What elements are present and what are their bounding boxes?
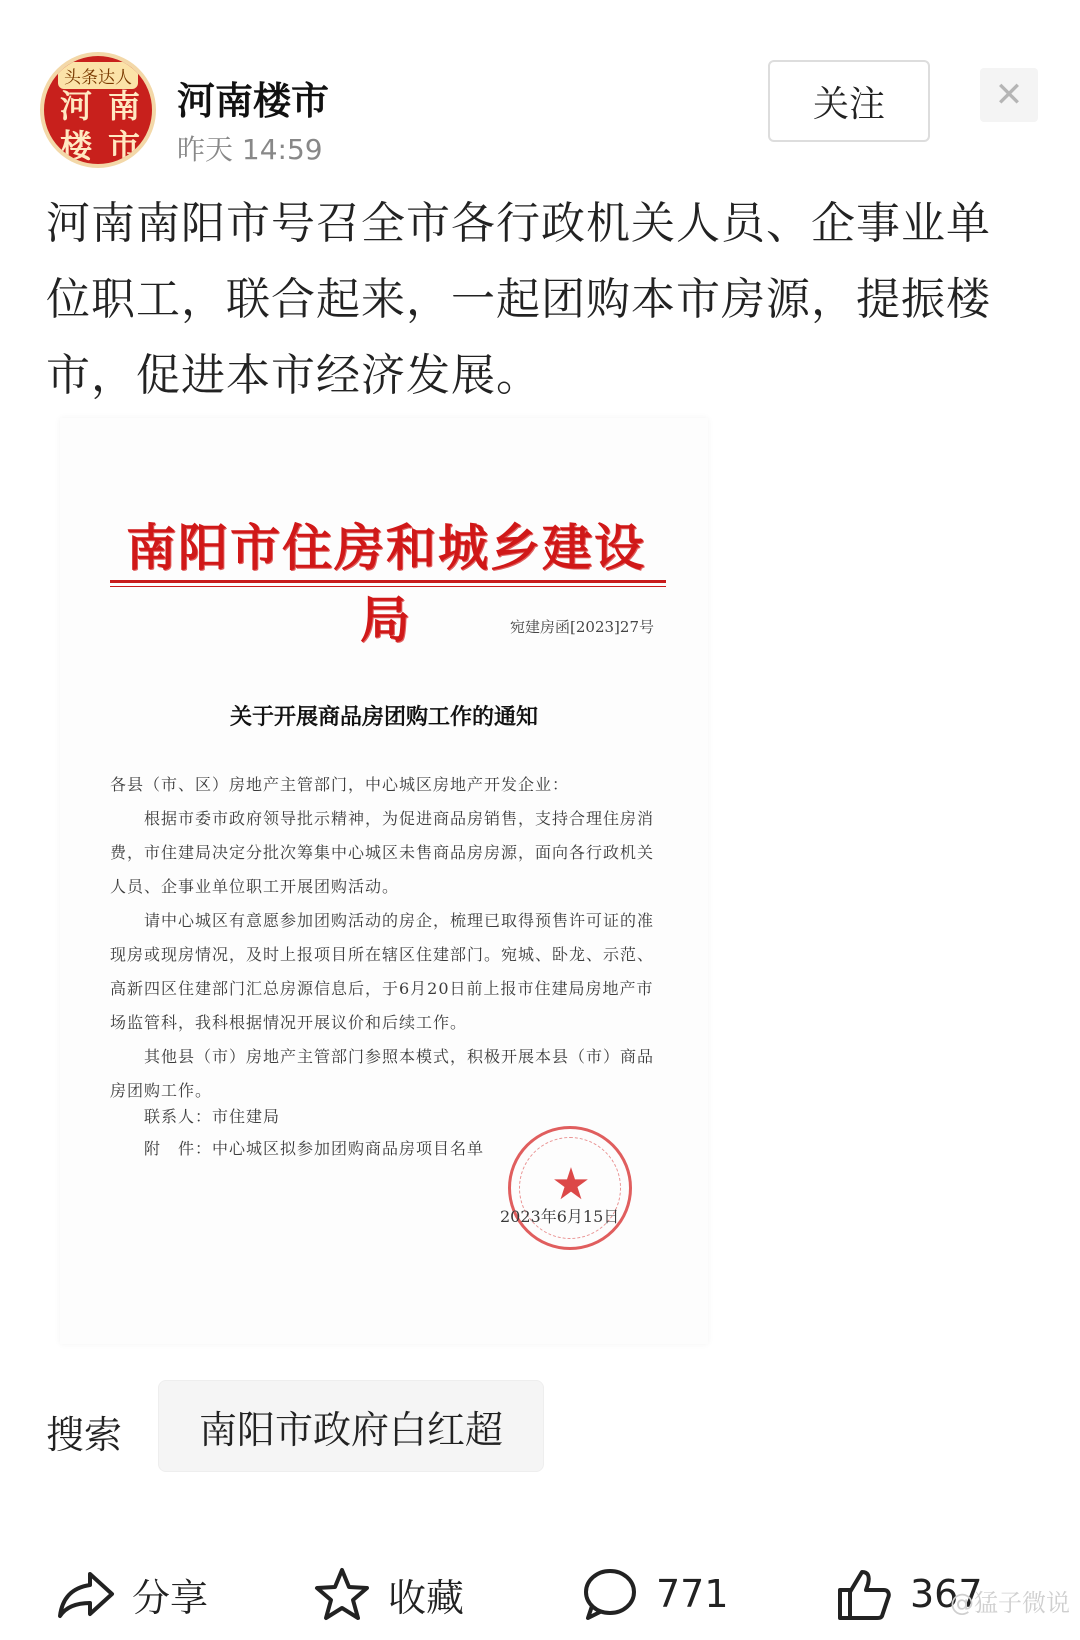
close-icon[interactable]: ✕: [980, 68, 1038, 122]
document-body: [110, 768, 666, 1108]
document-attachment: 附 件：中心城区拟参加团购商品房项目名单: [144, 1139, 485, 1158]
avatar[interactable]: [40, 52, 156, 168]
official-seal: [508, 1126, 632, 1250]
document-image[interactable]: [60, 418, 708, 1344]
share-button[interactable]: [56, 1564, 208, 1624]
document-title: 关于开展商品房团购工作的通知: [229, 704, 538, 730]
avatar-char: 河: [59, 87, 92, 125]
favorite-label: 收藏: [388, 1575, 465, 1620]
comment-count: 771: [656, 1572, 729, 1616]
like-count: 367: [910, 1572, 983, 1616]
post-time: 昨天 14:59: [177, 133, 323, 166]
favorite-button[interactable]: [312, 1564, 464, 1624]
comment-button[interactable]: [580, 1564, 729, 1624]
avatar-logo: [52, 86, 148, 166]
document-paragraph: 请中心城区有意愿参加团购活动的房企，梳理已取得预售许可证的准现房或现房情况，及时上报项目所在辖区住建部门。宛城、卧龙、示范、高新四区住建部门汇总房源信息后，于6月20日前上报市住建局房地产市场监管科，我科根据情况开展议价和后续工作。: [110, 911, 655, 1032]
document-date: 2023年6月15日: [500, 1207, 620, 1226]
share-icon: [56, 1566, 116, 1622]
avatar-char: 楼: [59, 127, 92, 165]
document-divider-thin: [110, 586, 666, 587]
document-contact: 联系人：市住建局: [144, 1107, 281, 1126]
author-name[interactable]: 河南楼市: [177, 79, 330, 123]
document-paragraph: 根据市委市政府领导批示精神，为促进商品房销售，支持合理住房消费，市住建局决定分批次筹集中心城区未售商品房房源，面向各行政机关人员、企事业单位职工开展团购活动。: [110, 809, 655, 896]
document-divider: [110, 580, 666, 583]
avatar-char: 市: [107, 127, 140, 165]
avatar-char: 南: [107, 87, 140, 125]
thumbs-up-icon: [834, 1566, 894, 1622]
search-label: 搜索: [46, 1413, 123, 1457]
star-outline-icon: [312, 1566, 372, 1622]
comment-icon: [580, 1566, 640, 1622]
share-label: 分享: [132, 1575, 209, 1620]
follow-button[interactable]: 关注: [768, 60, 930, 142]
star-icon: ★: [551, 1159, 591, 1210]
document-paragraph: 各县（市、区）房地产主管部门，中心城区房地产开发企业：: [110, 775, 570, 794]
post-header: [0, 0, 1080, 180]
document-paragraph: 其他县（市）房地产主管部门参照本模式，积极开展本县（市）商品房团购工作。: [110, 1047, 655, 1100]
avatar-badge: 头条达人: [58, 62, 138, 89]
post-text: 河南南阳市号召全市各行政机关人员、企事业单位职工，联合起来，一起团购本市房源，提振楼市，促进本市经济发展。: [46, 198, 991, 401]
watermark: @猛子微说: [950, 1589, 1070, 1617]
action-bar: [0, 1548, 1080, 1640]
search-suggestion-chip[interactable]: 南阳市政府白红超: [158, 1380, 544, 1472]
document-heading: 南阳市住房和城乡建设局: [126, 518, 646, 649]
document-number: 宛建房函[2023]27号: [510, 618, 654, 636]
